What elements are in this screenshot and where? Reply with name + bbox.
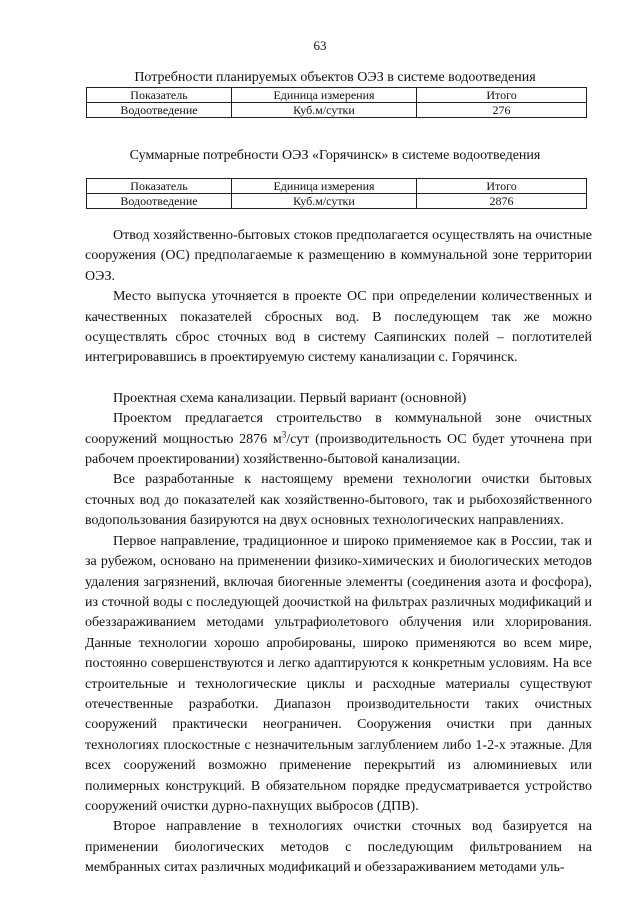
- table-cell: Куб.м/сутки: [232, 103, 417, 118]
- paragraph: Все разработанные к настоящему времени технологии очистки бытовых сточных вод до показателей как хозяйственно-бытового, так и рыбохозяйственного водопользования базируются на двух основных технологических направлениях.: [85, 472, 592, 529]
- paragraph-part: /сут (производительность ОС будет уточнена при рабочем проектировании) хозяйственно-бытовой канализации.: [85, 431, 592, 468]
- table-cell: 2876: [417, 194, 587, 209]
- table-header-cell: Итого: [417, 179, 587, 194]
- body-text: [85, 226, 592, 879]
- table-row: [87, 194, 587, 209]
- table-header-cell: Единица измерения: [232, 179, 417, 194]
- table-header-cell: Единица измерения: [232, 88, 417, 103]
- table2: [86, 178, 587, 209]
- paragraph: [85, 409, 592, 470]
- table-cell: Куб.м/сутки: [232, 194, 417, 209]
- paragraph: Второе направление в технологиях очистки сточных вод базируется на применении биологических методов с последующим фильтрованием на мембранных ситах различных модификаций и обеззараживанием методами уль-: [85, 819, 592, 876]
- table-cell: Водоотведение: [87, 103, 232, 118]
- superscript: 3: [281, 429, 287, 439]
- paragraph-part: Проектом предлагается строительство в коммунальной зоне очистных сооружений мощностью 2876 м: [85, 411, 592, 447]
- section-heading: Проектная схема канализации. Первый вариант (основной): [113, 390, 467, 406]
- table-cell: Водоотведение: [87, 194, 232, 209]
- paragraph: Место выпуска уточняется в проекте ОС при определении количественных и качественных показателей сбросных вод. В последующем так же можно осуществлять сброс сточных вод в систему Саяпинских полей – поглотителей интегрировавшись в проектируемую систему канализации с. Горячинск.: [85, 289, 592, 366]
- table2-title: Суммарные потребности ОЭЗ «Горячинск» в системе водоотведения: [129, 148, 541, 163]
- paragraph: Отвод хозяйственно-бытовых стоков предполагается осуществлять на очистные сооружения (ОС) предполагаемые к размещению в коммунальной зоне территории ОЭЗ.: [85, 228, 592, 284]
- table-header-row: [87, 88, 587, 103]
- table-cell: 276: [417, 103, 587, 118]
- table-row: [87, 103, 587, 118]
- table-header-cell: Показатель: [87, 88, 232, 103]
- table1-title: Потребности планируемых объектов ОЭЗ в системе водоотведения: [134, 70, 536, 85]
- table-header-cell: Показатель: [87, 179, 232, 194]
- table-header-row: [87, 179, 587, 194]
- table-header-cell: Итого: [417, 88, 587, 103]
- page-number: 63: [313, 38, 327, 53]
- paragraph: Первое направление, традиционное и широко применяемое как в России, так и за рубежом, основано на применении физико-химических и биологических методов удаления загрязнений, включая биогенные элементы (соединения азота и фосфора), из сточной воды с последующей доочисткой на фильтрах различных модификаций и обеззараживанием методами ультрафиолетового облучения или хлорирования. Данные технологии хорошо апробированы, широко применяются во всем мире, постоянно совершенствуются и легко адаптируются к конкретным условиям. На все строительные и технологические циклы и расходные материалы существуют отечественные разработки. Диапазон производительности таких очистных сооружений практически неограничен. Сооружения очистки при данных технологиях плоскостные с незначительным заглублением либо 1-2-х этажные. Для всех сооружений возможно применение перекрытий из алюминиевых или полимерных конструкций. В обязательном порядке предусматривается устройство сооружений очистки дурно-пахнущих выбросов (ДПВ).: [85, 533, 592, 814]
- table1: [86, 87, 587, 118]
